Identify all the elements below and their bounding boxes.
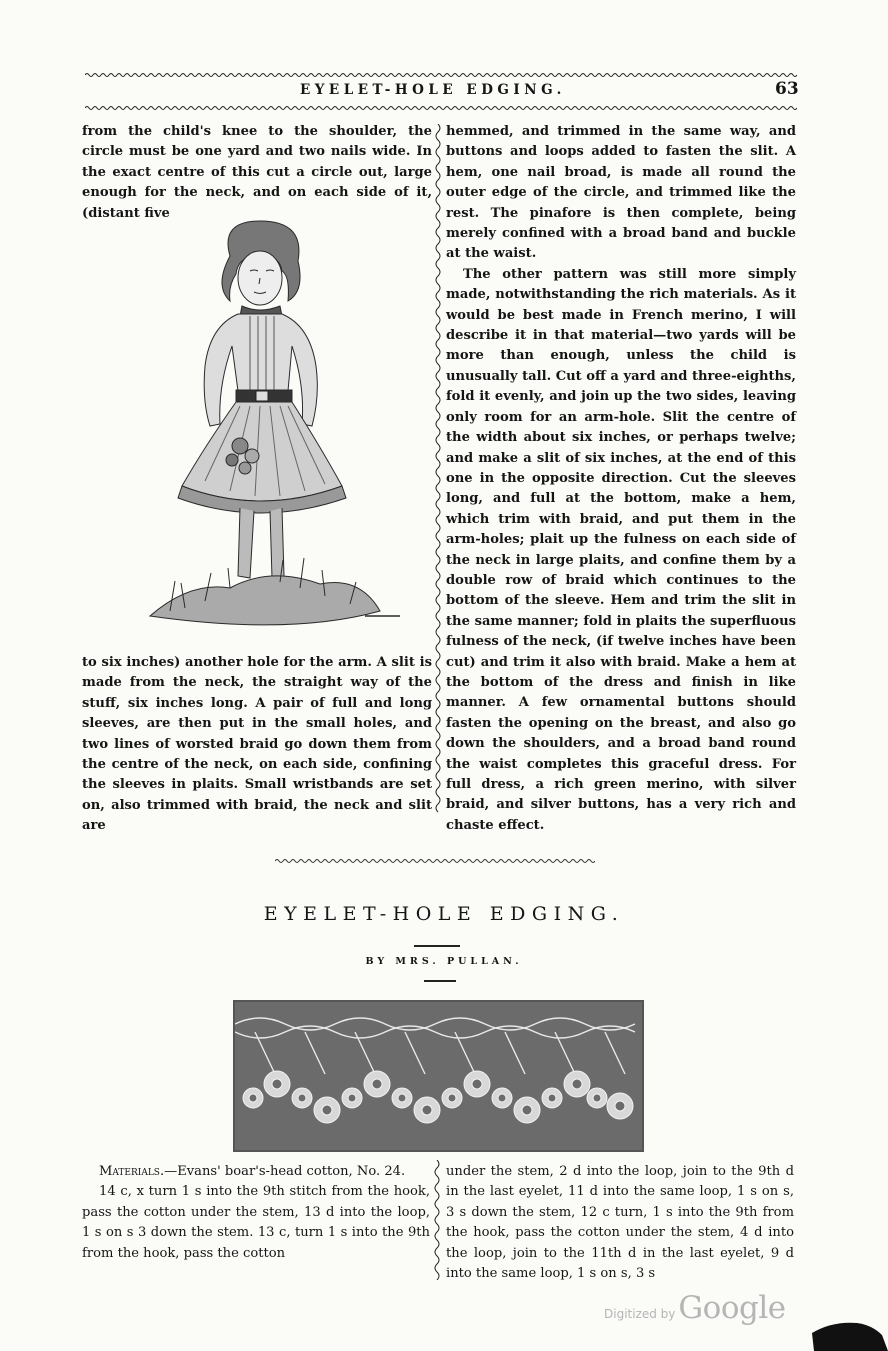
page-corner-mark	[812, 1313, 888, 1351]
title-underline	[414, 945, 460, 947]
child-dress-illustration	[110, 216, 410, 646]
running-head-title: EYELET-HOLE EDGING.	[300, 82, 566, 98]
lower-column-divider	[433, 1160, 441, 1280]
eyelet-edging-illustration	[233, 1000, 644, 1152]
materials-description: —Evans' boar's-head cotton, No. 24.	[164, 1164, 406, 1179]
instructions-paragraph: 14 c, x turn 1 s into the 9th stitch from the hook, pass the cotton under the stem, 13 d into the loop, 1 s on s 3 down the stem. 13 c, turn 1 s into the 9th from the hook, pass the cotton	[82, 1184, 430, 1261]
materials-paragraph	[82, 1162, 430, 1182]
paragraph: under the stem, 2 d into the loop, join to the 9th d in the last eyelet, 11 d into the same loop, 1 s on s, 3 s down the stem, 12 c turn, 1 s into the 9th from the hook, pass the cotton under the stem, 4 d into the loop, join to the 11th d in the last eyelet, 9 d into the same loop, 1 s on s, 3 s	[446, 1164, 794, 1282]
left-column-top-text	[82, 122, 432, 224]
page-number: 63	[775, 79, 799, 99]
right-column-text	[446, 122, 796, 836]
paragraph: from the child's knee to the shoulder, the circle must be one yard and two nails wide. In the exact centre of this cut a circle out, large enough for the neck, and on each side of it, (distant five	[82, 124, 432, 221]
left-column-bottom-text	[82, 653, 432, 837]
instructions-continued-text	[446, 1162, 794, 1284]
column-divider	[434, 124, 442, 814]
paragraph: to six inches) another hole for the arm. A slit is made from the neck, the straight way of the stuff, six inches long. A pair of full and long sleeves, are then put in the small holes, and two lines of worsted braid go down them from the centre of the neck, on each side, confining the sleeves in plaits. Small wristbands are set on, also trimmed with braid, the neck and slit are	[82, 655, 432, 834]
header-bottom-wavy-rule	[85, 105, 797, 111]
section-separator	[275, 857, 595, 865]
watermark-small-text: Digitized by	[604, 1307, 676, 1321]
article-title: EYELET-HOLE EDGING.	[263, 903, 625, 925]
running-head	[0, 79, 888, 102]
byline-underline	[424, 980, 456, 982]
materials-label: Materials.	[99, 1164, 165, 1179]
paragraph: hemmed, and trimmed in the same way, and buttons and loops added to fasten the slit. A hem, one nail broad, is made all round the outer edge of the circle, and trimmed like the rest. The pinafore is then complete, being merely confined with a broad band and buckle at the waist.	[446, 124, 796, 262]
materials-text	[82, 1162, 430, 1264]
paragraph: The other pattern was still more simply made, notwithstanding the rich materials. As it would be best made in French merino, I will describe it in that material—two yards will be more than enough, unless the child is unusually tall. Cut off a yard and three-eighths, fold it evenly, and join up the two sides, leaving only room for an arm-hole. Slit the centre of the width about six inches, or perhaps twelve; and make a slit of six inches, at the end of this one in the opposite direction. Cut the sleeves long, and full at the bottom, make a hem, which trim with braid, and put them in the arm-holes; plait up the fulness on each side of the neck in large plaits, and confine them by a double row of braid which continues to the bottom of the sleeve. Hem and trim the slit in the same manner; fold in plaits the superfluous fulness of the neck, (if twelve inches have been cut) and trim it also with braid. Make a hem at the bottom of the dress and finish in like manner. A few ornamental buttons should fasten the opening on the breast, and also go down the shoulders, and a broad band round the waist completes this graceful dress. For full dress, a rich green merino, with silver braid, and silver buttons, has a very rich and chaste effect.	[446, 266, 796, 833]
digitized-by-google-watermark	[604, 1290, 786, 1326]
watermark-logo-text: Google	[678, 1290, 786, 1326]
byline: BY MRS. PULLAN.	[365, 956, 523, 967]
top-wavy-rule	[85, 72, 797, 78]
